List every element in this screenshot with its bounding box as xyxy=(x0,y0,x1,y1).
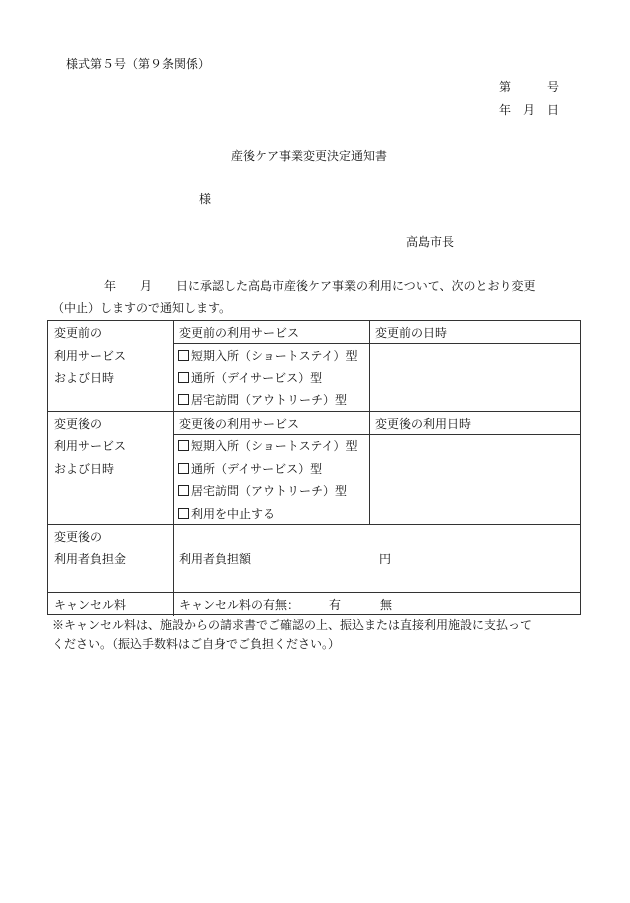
before-service-header: 変更前の利用サービス xyxy=(179,326,300,340)
fee-label-line-1: 変更後の xyxy=(54,530,103,544)
document-title: 産後ケア事業変更決定通知書 xyxy=(231,149,388,163)
body-text-line-2: （中止）しますので通知します。 xyxy=(52,301,232,315)
form-number: 様式第５号（第９条関係） xyxy=(66,57,211,71)
note-line-1: ※キャンセル料は、施設からの請求書でご確認の上、振込または直接利用施設に支払って xyxy=(52,618,533,632)
cancel-yes-option[interactable]: 有 xyxy=(329,598,342,612)
after-option-outreach[interactable]: 居宅訪問（アウトリーチ）型 xyxy=(178,484,347,498)
before-label-line-1: 変更前の xyxy=(54,326,103,340)
issuer-name: 高島市長 xyxy=(406,235,455,249)
after-option-cancel-use[interactable]: 利用を中止する xyxy=(178,507,275,521)
before-option-day-service[interactable]: 通所（デイサービス）型 xyxy=(178,371,322,385)
after-option-short-stay[interactable]: 短期入所（ショートステイ）型 xyxy=(178,439,358,453)
fee-label-line-2: 利用者負担金 xyxy=(54,552,127,566)
checkbox-icon xyxy=(178,372,189,383)
checkbox-icon xyxy=(178,440,189,451)
after-option-day-service[interactable]: 通所（デイサービス）型 xyxy=(178,462,322,476)
checkbox-icon xyxy=(178,485,189,496)
after-service-header: 変更後の利用サービス xyxy=(179,417,300,431)
document-number-label: 第 号 xyxy=(499,80,560,94)
note-line-2: ください。（振込手数料はご自身でご負担ください。） xyxy=(52,637,341,651)
cancel-question: キャンセル料の有無： xyxy=(179,598,300,612)
fee-unit: 円 xyxy=(379,552,392,566)
after-date-header: 変更後の利用日時 xyxy=(375,417,472,431)
after-label-line-3: および日時 xyxy=(54,462,115,476)
recipient-suffix: 様 xyxy=(199,192,212,206)
body-text-line-1: 年 月 日に承認した高島市産後ケア事業の利用について、次のとおり変更 xyxy=(104,279,536,293)
before-label-line-3: および日時 xyxy=(54,371,115,385)
checkbox-icon xyxy=(178,394,189,405)
before-option-outreach[interactable]: 居宅訪問（アウトリーチ）型 xyxy=(178,393,347,407)
before-label-line-2: 利用サービス xyxy=(54,349,127,363)
after-label-line-2: 利用サービス xyxy=(54,439,127,453)
before-option-short-stay[interactable]: 短期入所（ショートステイ）型 xyxy=(178,349,358,363)
change-details-table xyxy=(47,320,581,615)
date-label: 年 月 日 xyxy=(499,103,560,117)
checkbox-icon xyxy=(178,508,189,519)
checkbox-icon xyxy=(178,463,189,474)
before-date-header: 変更前の日時 xyxy=(375,326,448,340)
after-label-line-1: 変更後の xyxy=(54,417,103,431)
cancel-label: キャンセル料 xyxy=(54,598,127,612)
checkbox-icon xyxy=(178,350,189,361)
fee-amount-label: 利用者負担額 xyxy=(179,552,252,566)
cancel-no-option[interactable]: 無 xyxy=(380,598,393,612)
